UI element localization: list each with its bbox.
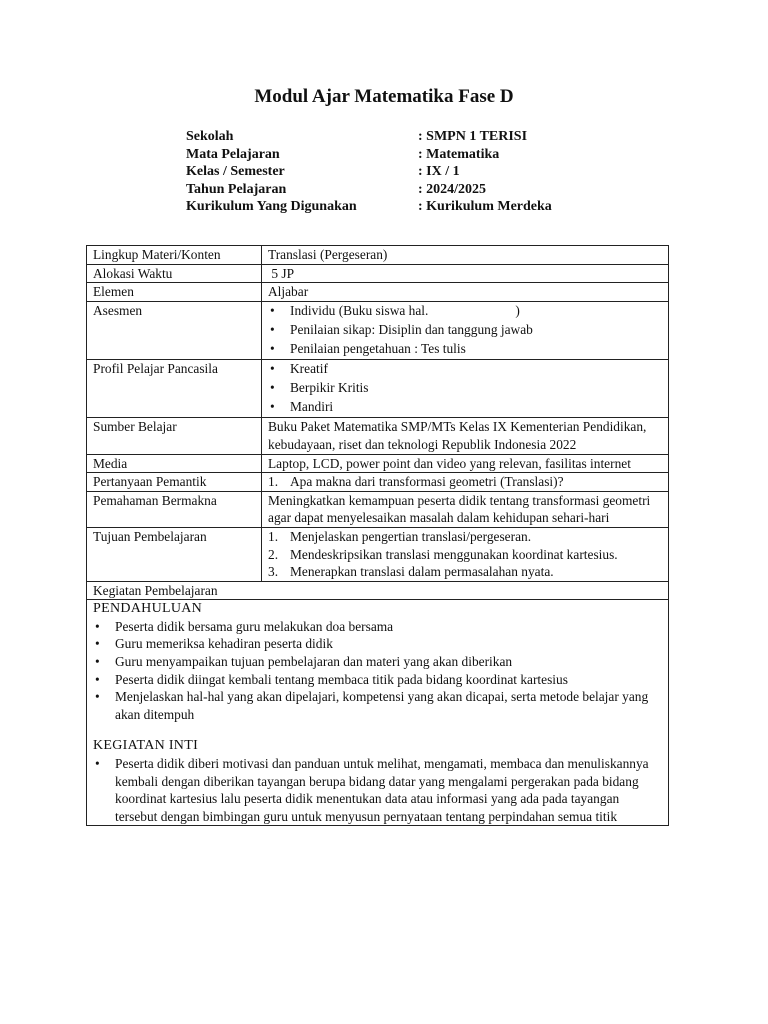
list-item (268, 528, 662, 546)
info-row-kelas (186, 163, 606, 181)
row-alokasi (87, 264, 669, 283)
bullet-list (268, 302, 662, 358)
info-label: Kurikulum Yang Digunakan (186, 199, 357, 214)
list-item: • Mandiri (268, 398, 662, 416)
row-kegiatan-header (87, 581, 669, 600)
spacer (93, 723, 662, 737)
cell-text: 5 JP (268, 265, 295, 281)
cell-label: Tujuan Pembelajaran (87, 527, 262, 581)
cell-value (262, 360, 669, 418)
section-heading-pendahuluan: PENDAHULUAN (93, 601, 203, 617)
row-media (87, 454, 669, 473)
document-title: Modul Ajar Matematika Fase D (254, 86, 514, 107)
list-item: • Berpikir Kritis (268, 379, 662, 397)
list-item (268, 546, 662, 564)
list-item: • Peserta didik diberi motivasi dan panduan untuk melihat, mengamati, membaca dan menuliskannya kembali dengan diberikan tayangan berupa bidang datar yang mengalami pergerakan pada bidang koordinat kartesius lalu peserta didik menentukan data atau informasi yang ada pada tayangan tersebut dengan bimbingan guru untuk menyusun pernyataan tentang perpindahan semua titik (93, 755, 662, 825)
list-item: • Penilaian pengetahuan : Tes tulis (268, 340, 662, 358)
info-row-mata-pelajaran (186, 146, 606, 164)
list-item: • Guru memeriksa kehadiran peserta didik (93, 635, 662, 653)
list-item-text: Apa makna dari transformasi geometri (Translasi)? (290, 474, 564, 490)
info-value: : 2024/2025 (418, 181, 487, 197)
info-row-sekolah (186, 128, 606, 146)
bullet-list (268, 360, 662, 416)
info-label: Mata Pelajaran (186, 146, 280, 162)
row-profil (87, 360, 669, 418)
cell-label: Pemahaman Bermakna (87, 491, 262, 527)
cell-activities (87, 600, 669, 826)
row-pertanyaan (87, 473, 669, 492)
row-sumber (87, 418, 669, 454)
info-label: Kelas / Semester (186, 164, 285, 179)
module-table (86, 245, 669, 826)
info-label: Sekolah (186, 129, 234, 144)
cell-label: Asesmen (87, 301, 262, 359)
row-tujuan (87, 527, 669, 581)
list-item (268, 302, 662, 320)
cell-label: Alokasi Waktu (87, 264, 262, 283)
numbered-list (268, 473, 662, 491)
list-number: 1. (268, 474, 279, 490)
bullet-list-inti (93, 755, 662, 825)
row-elemen (87, 283, 669, 302)
cell-value (262, 301, 669, 359)
cell-label: Profil Pelajar Pancasila (87, 360, 262, 418)
cell-value: Meningkatkan kemampuan peserta didik tentang transformasi geometri agar dapat menyelesaikan masalah dalam kehidupan sehari-hari (262, 491, 669, 527)
info-row-tahun (186, 181, 606, 199)
list-number: 3. (268, 564, 279, 580)
info-value: : Matematika (418, 146, 500, 162)
identity-block (186, 128, 606, 216)
row-kegiatan-body (87, 600, 669, 826)
cell-label: Elemen (87, 283, 262, 302)
numbered-list (268, 528, 662, 581)
list-item (268, 563, 662, 581)
cell-label: Pertanyaan Pemantik (87, 473, 262, 492)
list-item: • Peserta didik diingat kembali tentang membaca titik pada bidang koordinat kartesius (93, 671, 662, 689)
list-item-text: Individu (Buku siswa hal. ) (290, 302, 520, 318)
list-item: • Kreatif (268, 360, 662, 378)
cell-label: Kegiatan Pembelajaran (87, 581, 669, 600)
cell-value (262, 527, 669, 581)
cell-value: Buku Paket Matematika SMP/MTs Kelas IX Kementerian Pendidikan, kebudayaan, riset dan teknologi Republik Indonesia 2022 (262, 418, 669, 454)
cell-value: Aljabar (262, 283, 669, 302)
info-value: : Kurikulum Merdeka (418, 199, 552, 214)
info-value: : IX / 1 (418, 164, 460, 179)
list-item-text: Menjelaskan pengertian translasi/pergeseran. (290, 528, 532, 544)
cell-value: Laptop, LCD, power point dan video yang relevan, fasilitas internet (262, 454, 669, 473)
info-label: Tahun Pelajaran (186, 181, 287, 197)
list-item (268, 473, 662, 491)
list-item: • Menjelaskan hal-hal yang akan dipelajari, kompetensi yang akan dicapai, serta metode belajar yang akan ditempuh (93, 688, 662, 723)
list-item-text: Menerapkan translasi dalam permasalahan nyata. (290, 564, 554, 580)
row-lingkup (87, 246, 669, 265)
cell-label: Lingkup Materi/Konten (87, 246, 262, 265)
cell-label: Media (87, 454, 262, 473)
cell-label: Sumber Belajar (87, 418, 262, 454)
list-item-text: Mendeskripsikan translasi menggunakan koordinat kartesius. (290, 546, 618, 562)
list-item: • Penilaian sikap: Disiplin dan tanggung jawab (268, 321, 662, 339)
cell-value: Translasi (Pergeseran) (262, 246, 669, 265)
info-value: : SMPN 1 TERISI (418, 129, 528, 144)
bullet-list-pendahuluan (93, 618, 662, 724)
cell-value (262, 473, 669, 492)
info-row-kurikulum (186, 198, 606, 216)
list-item: • Guru menyampaikan tujuan pembelajaran dan materi yang akan diberikan (93, 653, 662, 671)
list-item: • Peserta didik bersama guru melakukan doa bersama (93, 618, 662, 636)
row-pemahaman (87, 491, 669, 527)
section-heading-inti: KEGIATAN INTI (93, 738, 199, 754)
list-number: 2. (268, 546, 279, 562)
list-number: 1. (268, 528, 279, 544)
row-asesmen (87, 301, 669, 359)
cell-value (262, 264, 669, 283)
